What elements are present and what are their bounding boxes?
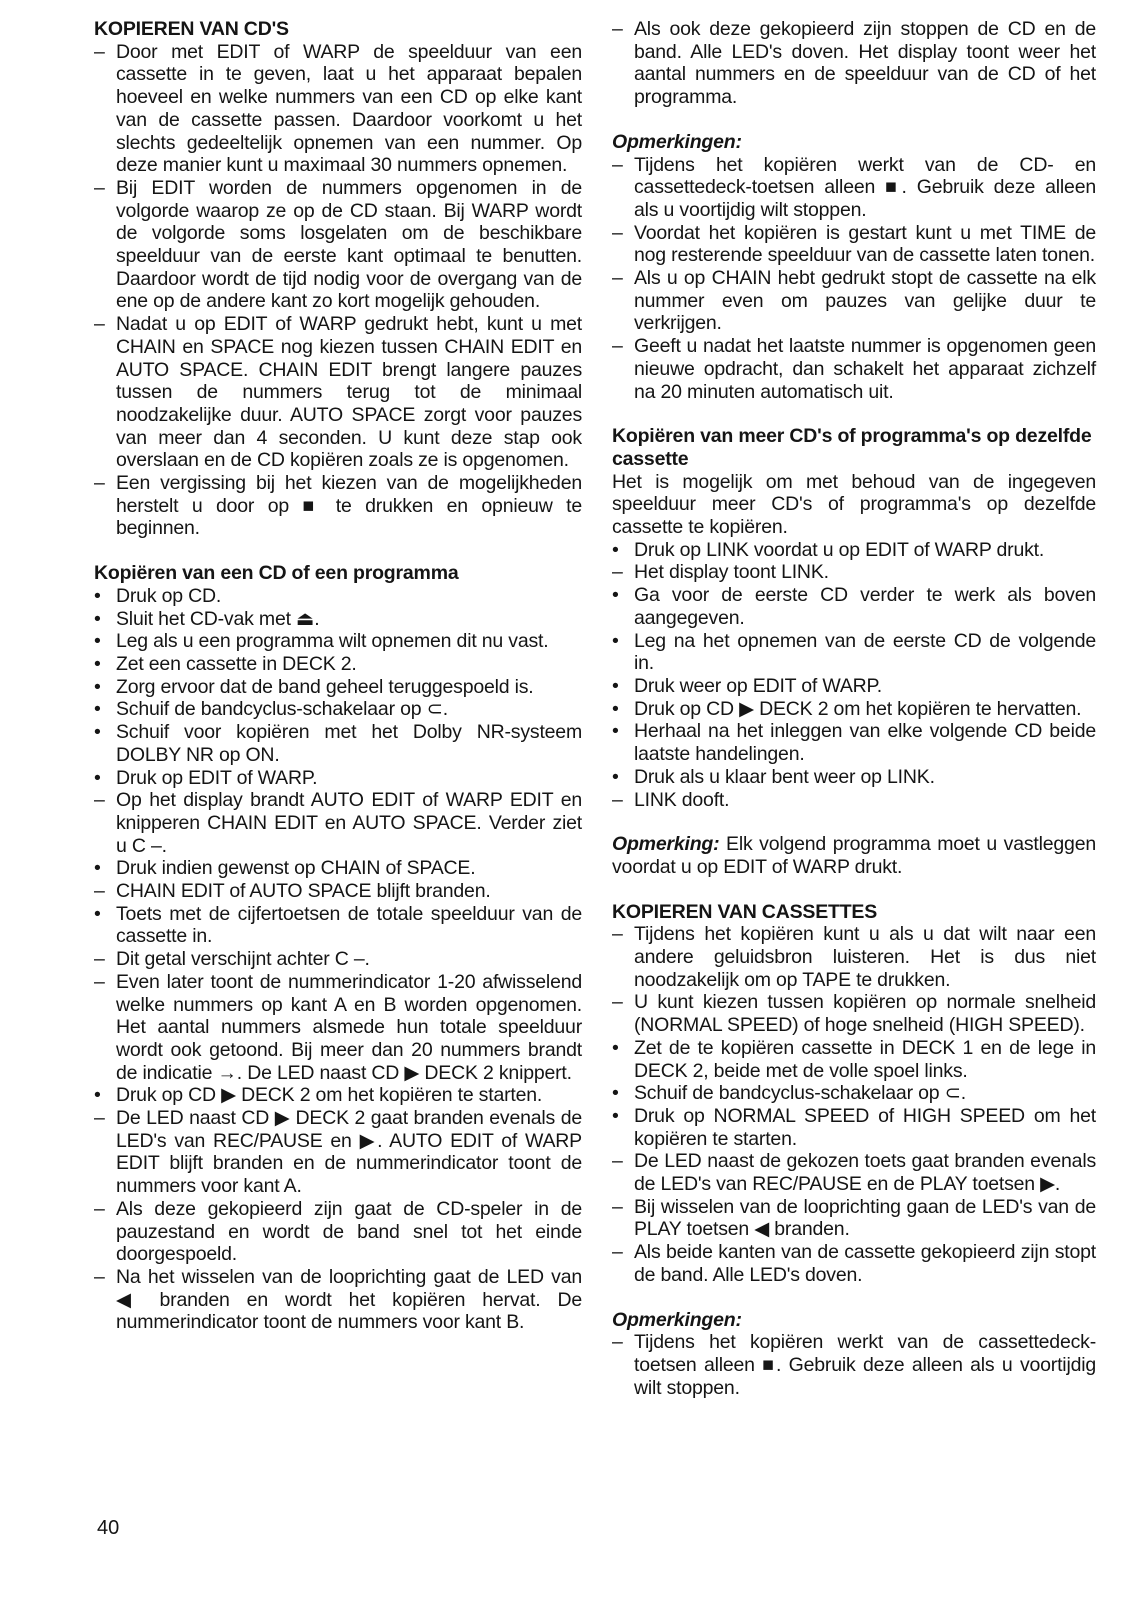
item-text: Zorg ervoor dat de band geheel teruggespoeld is. xyxy=(116,675,534,698)
item-text: Schuif de bandcyclus-schakelaar op ⊂. xyxy=(634,1082,966,1105)
left-column xyxy=(94,18,582,1334)
item-text: Schuif de bandcyclus-schakelaar op ⊂. xyxy=(116,698,448,721)
item-text: Druk op NORMAL SPEED of HIGH SPEED om het kopiëren te starten. xyxy=(634,1104,1096,1150)
item-text: CHAIN EDIT of AUTO SPACE blijft branden. xyxy=(116,880,491,903)
bullet-marker-icon: • xyxy=(94,1084,101,1107)
dash-marker-icon: – xyxy=(94,313,105,336)
item-text: Het display toont LINK. xyxy=(634,561,829,584)
bullet-item xyxy=(612,1105,1096,1150)
dash-marker-icon: – xyxy=(94,948,105,971)
section-heading: KOPIEREN VAN CASSETTES xyxy=(612,900,878,923)
item-text: LINK dooft. xyxy=(634,788,730,811)
dash-item xyxy=(612,1241,1096,1286)
dash-marker-icon: – xyxy=(94,970,105,993)
item-text: Als u op CHAIN hebt gedrukt stopt de cassette na elk nummer even om pauzes van gelijke duur te verkrijgen. xyxy=(634,267,1096,335)
dash-item xyxy=(612,267,1096,335)
dash-item xyxy=(94,880,582,903)
item-text: Als ook deze gekopieerd zijn stoppen de CD en de band. Alle LED's doven. Het display toont weer het aantal nummers en de speelduur van de CD of het programma. xyxy=(634,18,1096,109)
dash-item xyxy=(94,1266,582,1334)
dash-item xyxy=(612,1196,1096,1241)
bullet-marker-icon: • xyxy=(94,698,101,721)
bullet-marker-icon: • xyxy=(612,1104,619,1127)
bullet-item xyxy=(612,766,1096,789)
dash-marker-icon: – xyxy=(94,40,105,63)
item-text: Leg na het opnemen van de eerste CD de volgende in. xyxy=(634,629,1096,675)
bullet-marker-icon: • xyxy=(94,584,101,607)
dash-item xyxy=(94,789,582,857)
item-text: Schuif voor kopiëren met het Dolby NR-systeem DOLBY NR op ON. xyxy=(116,721,582,766)
item-text: Druk als u klaar bent weer op LINK. xyxy=(634,765,935,788)
dash-marker-icon: – xyxy=(612,1195,623,1218)
paragraph: Het is mogelijk om met behoud van de ingegeven speelduur meer CD's of programma's op dezelfde cassette te kopiëren. xyxy=(612,470,1096,539)
dash-item xyxy=(94,41,582,177)
dash-item xyxy=(94,1107,582,1198)
bullet-marker-icon: • xyxy=(612,538,619,561)
item-text: Bij EDIT worden de nummers opgenomen in de volgorde waarop ze op de CD staan. Bij WARP wordt de volgorde soms losgelaten om de beschikbare speelduur van de eerste kant optimaal te benutten. Daardoor wordt de tijd nodig voor de overgang van de ene op de andere kant zo kort mogelijk gehouden. xyxy=(116,176,582,313)
item-text: Druk op EDIT of WARP. xyxy=(116,766,318,789)
item-text: Sluit het CD-vak met ⏏. xyxy=(116,607,320,630)
bullet-marker-icon: • xyxy=(612,697,619,720)
dash-marker-icon: – xyxy=(612,788,623,811)
dash-marker-icon: – xyxy=(612,1331,623,1354)
bullet-marker-icon: • xyxy=(612,1082,619,1105)
bullet-item xyxy=(94,653,582,676)
section-heading: Kopiëren van een CD of een programma xyxy=(94,562,459,585)
bullet-item xyxy=(612,675,1096,698)
dash-marker-icon: – xyxy=(612,335,623,358)
bullet-marker-icon: • xyxy=(612,1036,619,1059)
dash-marker-icon: – xyxy=(612,221,623,244)
dash-item xyxy=(612,561,1096,584)
dash-marker-icon: – xyxy=(94,789,105,812)
dash-marker-icon: – xyxy=(94,1265,105,1288)
bullet-item xyxy=(612,539,1096,562)
dash-marker-icon: – xyxy=(612,1150,623,1173)
bullet-item xyxy=(612,584,1096,629)
dash-marker-icon: – xyxy=(612,153,623,176)
bullet-item xyxy=(612,720,1096,765)
dash-item xyxy=(612,335,1096,403)
item-text: Nadat u op EDIT of WARP gedrukt hebt, kunt u met CHAIN en SPACE nog kiezen tussen CHAIN EDIT en AUTO SPACE. CHAIN EDIT brengt langere pauzes tussen de nummers terug tot de minimaal noodzakelijke duur. AUTO SPACE zorgt voor pauzes van meer dan 4 seconden. U kunt deze stap ook overslaan en de CD kopiëren zoals ze is opgenomen. xyxy=(116,313,582,472)
dash-marker-icon: – xyxy=(612,991,623,1014)
item-text: Geeft u nadat het laatste nummer is opgenomen geen nieuwe opdracht, dan schakelt het apparaat zichzelf na 20 minuten automatisch uit. xyxy=(634,335,1096,403)
bullet-marker-icon: • xyxy=(612,584,619,607)
item-text: Druk indien gewenst op CHAIN of SPACE. xyxy=(116,857,476,880)
item-text: Op het display brandt AUTO EDIT of WARP EDIT en knipperen CHAIN EDIT en AUTO SPACE. Verder ziet u C –. xyxy=(116,789,582,857)
bullet-marker-icon: • xyxy=(94,652,101,675)
item-text: Druk op CD. xyxy=(116,584,222,607)
item-text: De LED naast de gekozen toets gaat branden evenals de LED's van REC/PAUSE en de PLAY toetsen ▶. xyxy=(634,1150,1096,1196)
bullet-item xyxy=(612,1082,1096,1105)
item-text: Zet de te kopiëren cassette in DECK 1 en de lege in DECK 2, beide met de volle spoel links. xyxy=(634,1036,1096,1082)
dash-item xyxy=(612,923,1096,991)
item-text: De LED naast CD ▶ DECK 2 gaat branden evenals de LED's van REC/PAUSE en ▶. AUTO EDIT of WARP EDIT blijft branden en de nummerindicator toont de nummers voor kant A. xyxy=(116,1107,582,1198)
section-heading: KOPIEREN VAN CD'S xyxy=(94,18,289,40)
dash-marker-icon: – xyxy=(94,1107,105,1130)
bullet-marker-icon: • xyxy=(612,629,619,652)
section-heading: Kopiëren van meer CD's of programma's op dezelfde cassette xyxy=(612,425,1092,470)
bullet-marker-icon: • xyxy=(94,607,101,630)
notes-heading: Opmerkingen: xyxy=(612,1308,742,1331)
dash-item xyxy=(94,177,582,313)
bullet-marker-icon: • xyxy=(94,721,101,744)
dash-marker-icon: – xyxy=(94,880,105,903)
bullet-item xyxy=(94,721,582,766)
dash-marker-icon: – xyxy=(612,18,623,40)
bullet-marker-icon: • xyxy=(612,674,619,697)
bullet-marker-icon: • xyxy=(94,766,101,789)
bullet-item xyxy=(94,676,582,699)
item-text: Leg als u een programma wilt opnemen dit nu vast. xyxy=(116,630,549,653)
bullet-marker-icon: • xyxy=(612,720,619,743)
bullet-marker-icon: • xyxy=(94,630,101,653)
bullet-item xyxy=(612,630,1096,675)
item-text: Druk op CD ▶ DECK 2 om het kopiëren te hervatten. xyxy=(634,697,1082,720)
item-text: Ga voor de eerste CD verder te werk als boven aangegeven. xyxy=(634,584,1096,629)
dash-marker-icon: – xyxy=(612,1241,623,1264)
bullet-item xyxy=(94,585,582,608)
item-text: Dit getal verschijnt achter C –. xyxy=(116,948,370,971)
bullet-item xyxy=(612,1037,1096,1082)
bullet-item xyxy=(94,608,582,631)
item-text: Herhaal na het inleggen van elke volgende CD beide laatste handelingen. xyxy=(634,720,1096,766)
dash-marker-icon: – xyxy=(94,176,105,199)
note-label: Opmerking: xyxy=(612,833,720,856)
item-text: Even later toont de nummerindicator 1-20 afwisselend welke nummers op kant A en B worden opgenomen. Het aantal nummers alsmede hun totale speelduur wordt ook getoond. Bij meer dan 20 nummers brandt de indicatie →. De LED naast CD ▶ DECK 2 knippert. xyxy=(116,970,582,1084)
item-text: U kunt kiezen tussen kopiëren op normale snelheid (NORMAL SPEED) of hoge snelheid (HIGH SPEED). xyxy=(634,991,1096,1037)
bullet-item xyxy=(94,903,582,948)
note xyxy=(612,833,1096,878)
item-text: Tijdens het kopiëren werkt van de cassettedeck-toetsen alleen ■. Gebruik deze alleen als u voortijdig wilt stoppen. xyxy=(634,1331,1096,1399)
item-text: Als deze gekopieerd zijn gaat de CD-speler in de pauzestand en wordt de band snel tot het einde doorgespoeld. xyxy=(116,1197,582,1266)
item-text: Tijdens het kopiëren werkt van de CD- en cassettedeck-toetsen alleen ■. Gebruik deze alleen als u voortijdig wilt stoppen. xyxy=(634,153,1096,221)
dash-item xyxy=(612,789,1096,812)
dash-marker-icon: – xyxy=(94,472,105,495)
bullet-marker-icon: • xyxy=(612,765,619,788)
bullet-item xyxy=(94,857,582,880)
bullet-item xyxy=(94,1084,582,1107)
bullet-marker-icon: • xyxy=(94,675,101,698)
dash-item xyxy=(94,948,582,971)
item-text: Voordat het kopiëren is gestart kunt u met TIME de nog resterende speelduur van de cassette laten tonen. xyxy=(634,221,1096,267)
item-text: Bij wisselen van de looprichting gaan de LED's van de PLAY toetsen ◀ branden. xyxy=(634,1195,1096,1241)
dash-item xyxy=(612,1331,1096,1399)
item-text: Na het wisselen van de looprichting gaat de LED van ◀ branden en wordt het kopiëren hervat. De nummerindicator toont de nummers voor kant B. xyxy=(116,1265,582,1334)
dash-item xyxy=(612,991,1096,1036)
dash-item xyxy=(612,1150,1096,1195)
bullet-item xyxy=(94,698,582,721)
item-text: Door met EDIT of WARP de speelduur van een cassette in te geven, laat u het apparaat bepalen hoeveel en welke nummers van een CD op elke kant van de cassette passen. Daardoor voorkomt u het slechts gedeeltelijk opnemen van een nummer. Op deze manier kunt u maximaal 30 nummers opnemen. xyxy=(116,40,582,177)
dash-item xyxy=(612,154,1096,222)
dash-marker-icon: – xyxy=(612,561,623,584)
right-column xyxy=(612,18,1096,1399)
item-text: Zet een cassette in DECK 2. xyxy=(116,652,357,675)
dash-item xyxy=(94,472,582,540)
item-text: Als beide kanten van de cassette gekopieerd zijn stopt de band. Alle LED's doven. xyxy=(634,1241,1096,1286)
bullet-item xyxy=(94,767,582,790)
page-number: 40 xyxy=(97,1517,120,1539)
dash-marker-icon: – xyxy=(612,923,623,946)
notes-heading: Opmerkingen: xyxy=(612,130,742,153)
dash-item xyxy=(612,18,1096,109)
item-text: Druk op CD ▶ DECK 2 om het kopiëren te starten. xyxy=(116,1084,543,1107)
dash-marker-icon: – xyxy=(94,1197,105,1220)
bullet-marker-icon: • xyxy=(94,902,101,925)
item-text: Druk op LINK voordat u op EDIT of WARP drukt. xyxy=(634,538,1045,561)
dash-item xyxy=(94,313,582,472)
item-text: Druk weer op EDIT of WARP. xyxy=(634,674,883,697)
note-text: Elk volgend programma moet u vastleggen voordat u op EDIT of WARP drukt. xyxy=(612,833,1096,878)
dash-item xyxy=(94,1198,582,1266)
bullet-item xyxy=(94,630,582,653)
item-text: Een vergissing bij het kiezen van de mogelijkheden herstelt u door op ■ te drukken en opnieuw te beginnen. xyxy=(116,472,582,540)
dash-item xyxy=(612,222,1096,267)
bullet-item xyxy=(612,698,1096,721)
dash-marker-icon: – xyxy=(612,267,623,290)
dash-item xyxy=(94,971,582,1085)
item-text: Tijdens het kopiëren kunt u als u dat wilt naar een andere geluidsbron luisteren. Het is dus niet noodzakelijk om op TAPE te drukken. xyxy=(634,923,1096,991)
bullet-marker-icon: • xyxy=(94,857,101,880)
item-text: Toets met de cijfertoetsen de totale speelduur van de cassette in. xyxy=(116,902,582,948)
